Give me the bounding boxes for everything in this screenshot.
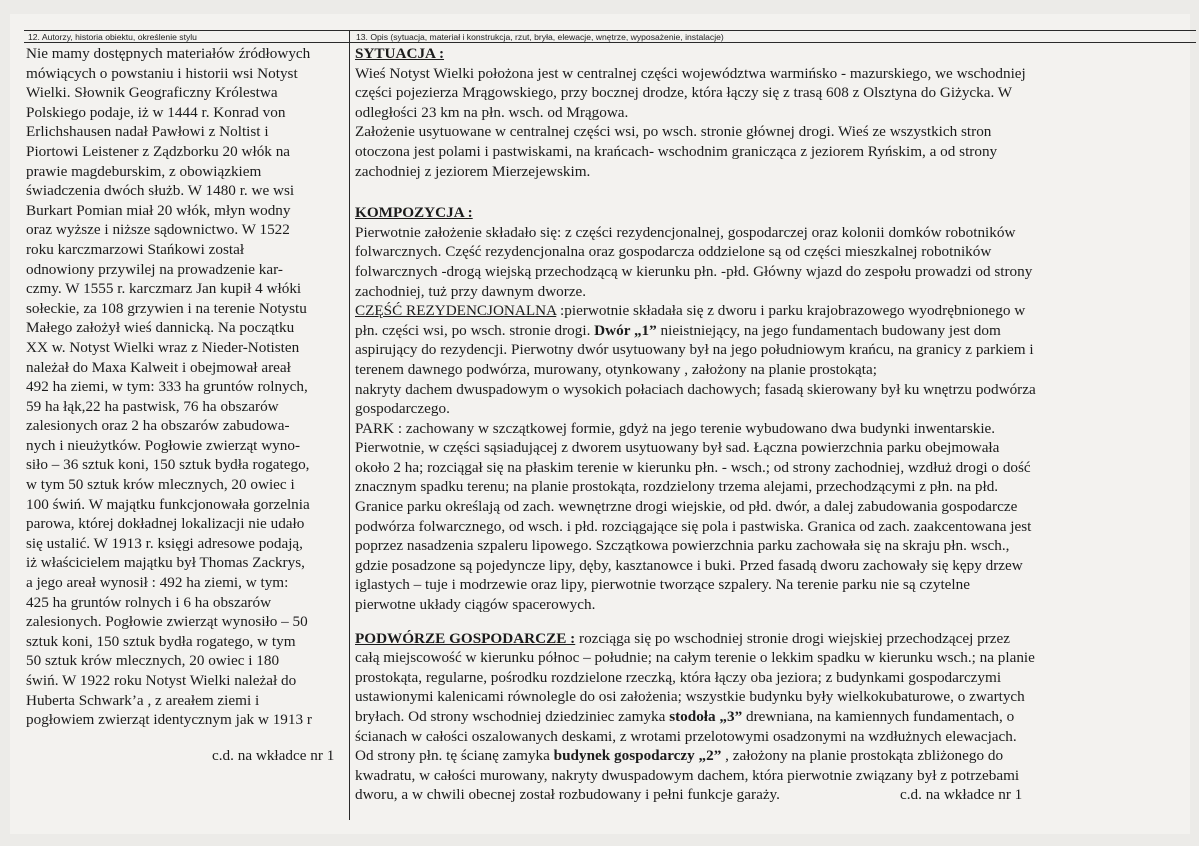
description-continuation: c.d. na wkładce nr 1 [899, 786, 1023, 804]
history-line: czmy. W 1555 r. karczmarz Jan kupił 4 włóki [26, 280, 302, 298]
history-line: parowa, której dokładnej lokalizacji nie udało [26, 515, 305, 533]
history-line: nych i nieużytków. Pogłowie zwierząt wyno- [26, 436, 301, 454]
history-line: Polskiego podaje, iż w 1444 r. Konrad von [26, 103, 286, 121]
stodola-line [355, 707, 1155, 727]
kompozycja-line: iglastych – tuje i modrzewie oraz lipy, pierwotnie tworzące szpalery. Na terenie parku nie są czytelne [355, 576, 970, 594]
history-line: świń. W 1922 roku Notyst Wielki należał do [26, 672, 297, 689]
kompozycja-text [355, 223, 1155, 301]
sytuacja-heading: SYTUACJA : [355, 45, 445, 62]
kompozycja-line: poprzez nasadzenia szpaleru lipowego. Szczątkowa powierzchnia parku zachowała się na skraju płn. wsch., [355, 537, 1010, 555]
stodola-line-end: drewniana, na kamiennych fundamentach, o [742, 708, 1015, 725]
dwor-label: Dwór „1” [594, 321, 657, 339]
history-line: roku karczmarzowi Stańkowi został [26, 240, 245, 258]
kompozycja-line: znacznym spadku terenu; na planie prostokąta, rozdzielony trzema alejami, przechodzącymi z płn. na płd. [355, 478, 999, 496]
history-line: Małego założył wieś dannicką. Na początku [26, 319, 295, 337]
kompozycja-line: gospodarczego. [355, 400, 450, 418]
kompozycja-line: aspirujący do rezydencji. Pierwotny dwór usytuowany był na jego południowym krańcu, na granicy z parkiem i [355, 341, 1034, 359]
history-continuation: c.d. na wkładce nr 1 [212, 746, 335, 764]
history-line: Nie mamy dostępnych materiałów źródłowych [26, 45, 311, 62]
history-line: zalesionych. Pogłowie zwierząt wynosiło – 50 [26, 613, 308, 631]
history-line: odnowiony przywilej na prowadzenie kar- [26, 260, 283, 278]
sytuacja-line: Wieś Notyst Wielki położona jest w centralnej części województwa warmińsko - mazurskiego, we wschodniej [355, 64, 1026, 82]
sytuacja-line: odległości 23 km na płn. wsch. od Mrągowa. [355, 103, 629, 121]
history-line: świadczenia dwóch służb. W 1480 r. we wsi [26, 182, 295, 200]
history-line: prawie magdeburskim, z obowiązkiem [26, 162, 262, 180]
podworze-first-line [355, 629, 1155, 649]
podworze-first-text: rozciąga się po wschodniej stronie drogi wiejskiej przechodzącej przez [575, 629, 1011, 647]
history-line: a jego areał wynosił : 492 ha ziemi, w tym: [26, 574, 289, 592]
history-line: iż właścicielem majątku był Thomas Zackrys, [26, 554, 305, 572]
kompozycja-line: podwórza folwarcznego, od wsch. i płd. rozciągające się pola i pastwiska. Granica od zach. zaakcentowana jest [355, 517, 1032, 535]
kompozycja-line: pierwotne układy ciągów spacerowych. [355, 596, 596, 614]
budynek-line-end: , założony na planie prostokąta zbliżonego do [721, 747, 1004, 765]
budynek-label: budynek gospodarczy „2” [553, 747, 722, 765]
podworze-line: całą miejscowość w kierunku północ – południe; na całym terenie o lekkim spadku w kierunku wsch.; na planie [355, 649, 1035, 667]
sytuacja-line: Założenie usytuowane w centralnej części wsi, po wsch. stronie głównej drogi. Wieś ze wszystkich stron [355, 123, 992, 141]
dwor-line-start: płn. części wsi, po wsch. stronie drogi. [355, 321, 595, 339]
kompozycja-line: PARK : zachowany w szczątkowej formie, gdyż na jego terenie wybudowano dwa budynki inwentarskie. [355, 419, 996, 437]
history-line: w tym 50 sztuk krów mlecznych, 20 owiec i [26, 476, 295, 494]
history-line: 50 sztuk krów mlecznych, 20 owiec i 180 [26, 652, 280, 670]
history-line: oraz wyższe i niższe sądownictwo. W 1522 [26, 221, 290, 239]
budynek-line-start: Od strony płn. tę ścianę zamyka [355, 747, 554, 765]
history-line: Huberta Schwark’a , z areałem ziemi i [26, 691, 260, 709]
history-line: 492 ha ziemi, w tym: 333 ha gruntów rolnych, [26, 378, 308, 396]
history-line: się ustalić. W 1913 r. księgi adresowe podają, [26, 534, 303, 552]
history-line: Burkart Pomian miał 20 włók, młyn wodny [26, 201, 291, 219]
kompozycja-line: Pierwotnie założenie składało się: z części rezydencjonalnej, gospodarczej oraz kolonii domków robotników [355, 223, 1016, 241]
dwor-line-end: nieistniejący, na jego fundamentach budowany jest dom [656, 321, 1001, 339]
history-line: XX w. Notyst Wielki wraz z Nieder-Notisten [26, 338, 300, 356]
podworze-line: prostokąta, regularne, pośrodku rozdzielone rzeczką, która łączy oba jeziora; z budynkami gospodarczymi [355, 668, 1002, 686]
history-line: mówiących o powstaniu i historii wsi Notyst [26, 64, 298, 82]
podworze-text-end [355, 766, 1155, 786]
kompozycja-line: nakryty dachem dwuspadowym o wysokich połaciach dachowych; fasadą skierowany był ku wnętrzu podwórza [355, 380, 1036, 398]
podworze-heading: PODWÓRZE GOSPODARCZE : [355, 629, 576, 647]
history-line: pogłowiem zwierząt identycznym jak w 1913 r [26, 711, 312, 729]
history-line: Erlichshausen nadał Pawłowi z Noltist i [26, 123, 269, 141]
podworze-text [355, 648, 1155, 707]
stodola-label: stodoła „3” [669, 708, 743, 725]
column-divider [349, 30, 350, 820]
podworze-line: kwadratu, w całości murowany, nakryty dwuspadowym dachem, która pierwotnie związany był z potrzebami [355, 766, 1020, 784]
sytuacja-line: części pojezierza Mrągowskiego, przy bocznej drodze, która łączy się z trasą 608 z Olsztyna do Giżycka. W [355, 84, 1013, 102]
right-section-header: 13. Opis (sytuacja, materiał i konstrukcja, rzut, bryła, elewacje, wnętrze, wyposażenie, instalacje) [356, 32, 724, 42]
history-line: Wielki. Słownik Geograficzny Królestwa [26, 84, 278, 102]
description-column [355, 44, 1155, 805]
kompozycja-line: folwarcznych. Część rezydencjonalna oraz gospodarcza oddzielone są od części mieszkalnej robotników [355, 243, 992, 261]
czesc-rezydencjonalna-text: :pierwotnie składała się z dworu i parku krajobrazowego wyodrębnionego w [556, 302, 1026, 320]
sytuacja-text [355, 64, 1155, 182]
kompozycja-line: gdzie posadzone są pojedyncze lipy, dęby, kasztanowce i buki. Przed fasadą dworu zachowały się kępy drzew [355, 556, 1023, 574]
dwor-line [355, 321, 1155, 341]
history-line: Piortowi Leistener z Ządzborku 20 włók na [26, 142, 291, 160]
history-line: 425 ha gruntów rolnych i 6 ha obszarów [26, 593, 272, 611]
budynek-line [355, 746, 1155, 766]
kompozycja-heading: KOMPOZYCJA : [355, 204, 473, 222]
kompozycja-line: folwarcznych -drogą wiejską przechodzącą w kierunku płn. -płd. Główny wjazd do zespołu prowadzi od strony [355, 262, 1033, 280]
kompozycja-line: około 2 ha; rozciągał się na płaskim terenie w kierunku płn. - wsch.; od strony zachodniej, wzdłuż drogi o dość [355, 458, 1031, 476]
park-text [355, 340, 1155, 614]
kompozycja-line: Pierwotnie, w części sąsiadującej z dworem usytuowany był sad. Łączna powierzchnia parku obejmowała [355, 439, 1000, 457]
kompozycja-line: Granice parku określają od zach. wewnętrzne drogi wiejskie, od płd. dwór, a dalej zabudowania gospodarcze [355, 498, 1018, 516]
stodola-line-start: bryłach. Od strony wschodniej dziedziniec zamyka [355, 708, 670, 725]
history-line: siło – 36 sztuk koni, 150 sztuk bydła rogatego, [26, 456, 310, 474]
history-line: 100 świń. W majątku funkcjonowała gorzelnia [26, 495, 310, 513]
czesc-rezydencjonalna-label: CZĘŚĆ REZYDENCJONALNA [355, 302, 557, 320]
podworze-line: ustawionymi kalenicami równolegle do osi założenia; wszystkie budynku były wielkokubaturowe, o zwartych [355, 688, 1025, 706]
history-line: należał do Maxa Kalweit i obejmował areał [26, 358, 291, 376]
history-line: sztuk koni, 150 sztuk bydła rogatego, w tym [26, 632, 296, 650]
history-line: 59 ha łąk,22 ha pastwisk, 76 ha obszarów [26, 397, 279, 415]
podworze-last-line [355, 785, 1155, 805]
czesc-rezydencjonalna-line [355, 301, 1155, 321]
history-text [26, 44, 348, 730]
sytuacja-line: otoczona jest polami i pastwiskami, na krańcach- wschodnim granicząca z jeziorem Ryńskim, a od strony [355, 142, 998, 160]
kompozycja-line: terenem dawnego podwórza, murowany, otynkowany , założony na planie prostokąta; [355, 360, 877, 378]
history-line: zalesionych oraz 2 ha obszarów zabudowa- [26, 417, 290, 435]
sytuacja-line: zachodniej z jeziorem Mierzejewskim. [355, 162, 591, 180]
left-section-header: 12. Autorzy, historia obiektu, określenie stylu [28, 32, 197, 42]
history-line: sołeckie, za 108 grzywien i na terenie Notystu [26, 299, 307, 317]
stodola-next-line: ścianach w całości oszalowanych deskami, z wrotami przelotowymi osadzonymi na wzdłużnych elewacjach. [355, 727, 1017, 745]
podworze-last-text: dworu, a w chwili obecnej został rozbudowany i pełni funkcje garaży. [355, 786, 780, 804]
history-column [26, 44, 348, 765]
kompozycja-line: zachodniej, tuż przy dawnym dworze. [355, 282, 587, 300]
